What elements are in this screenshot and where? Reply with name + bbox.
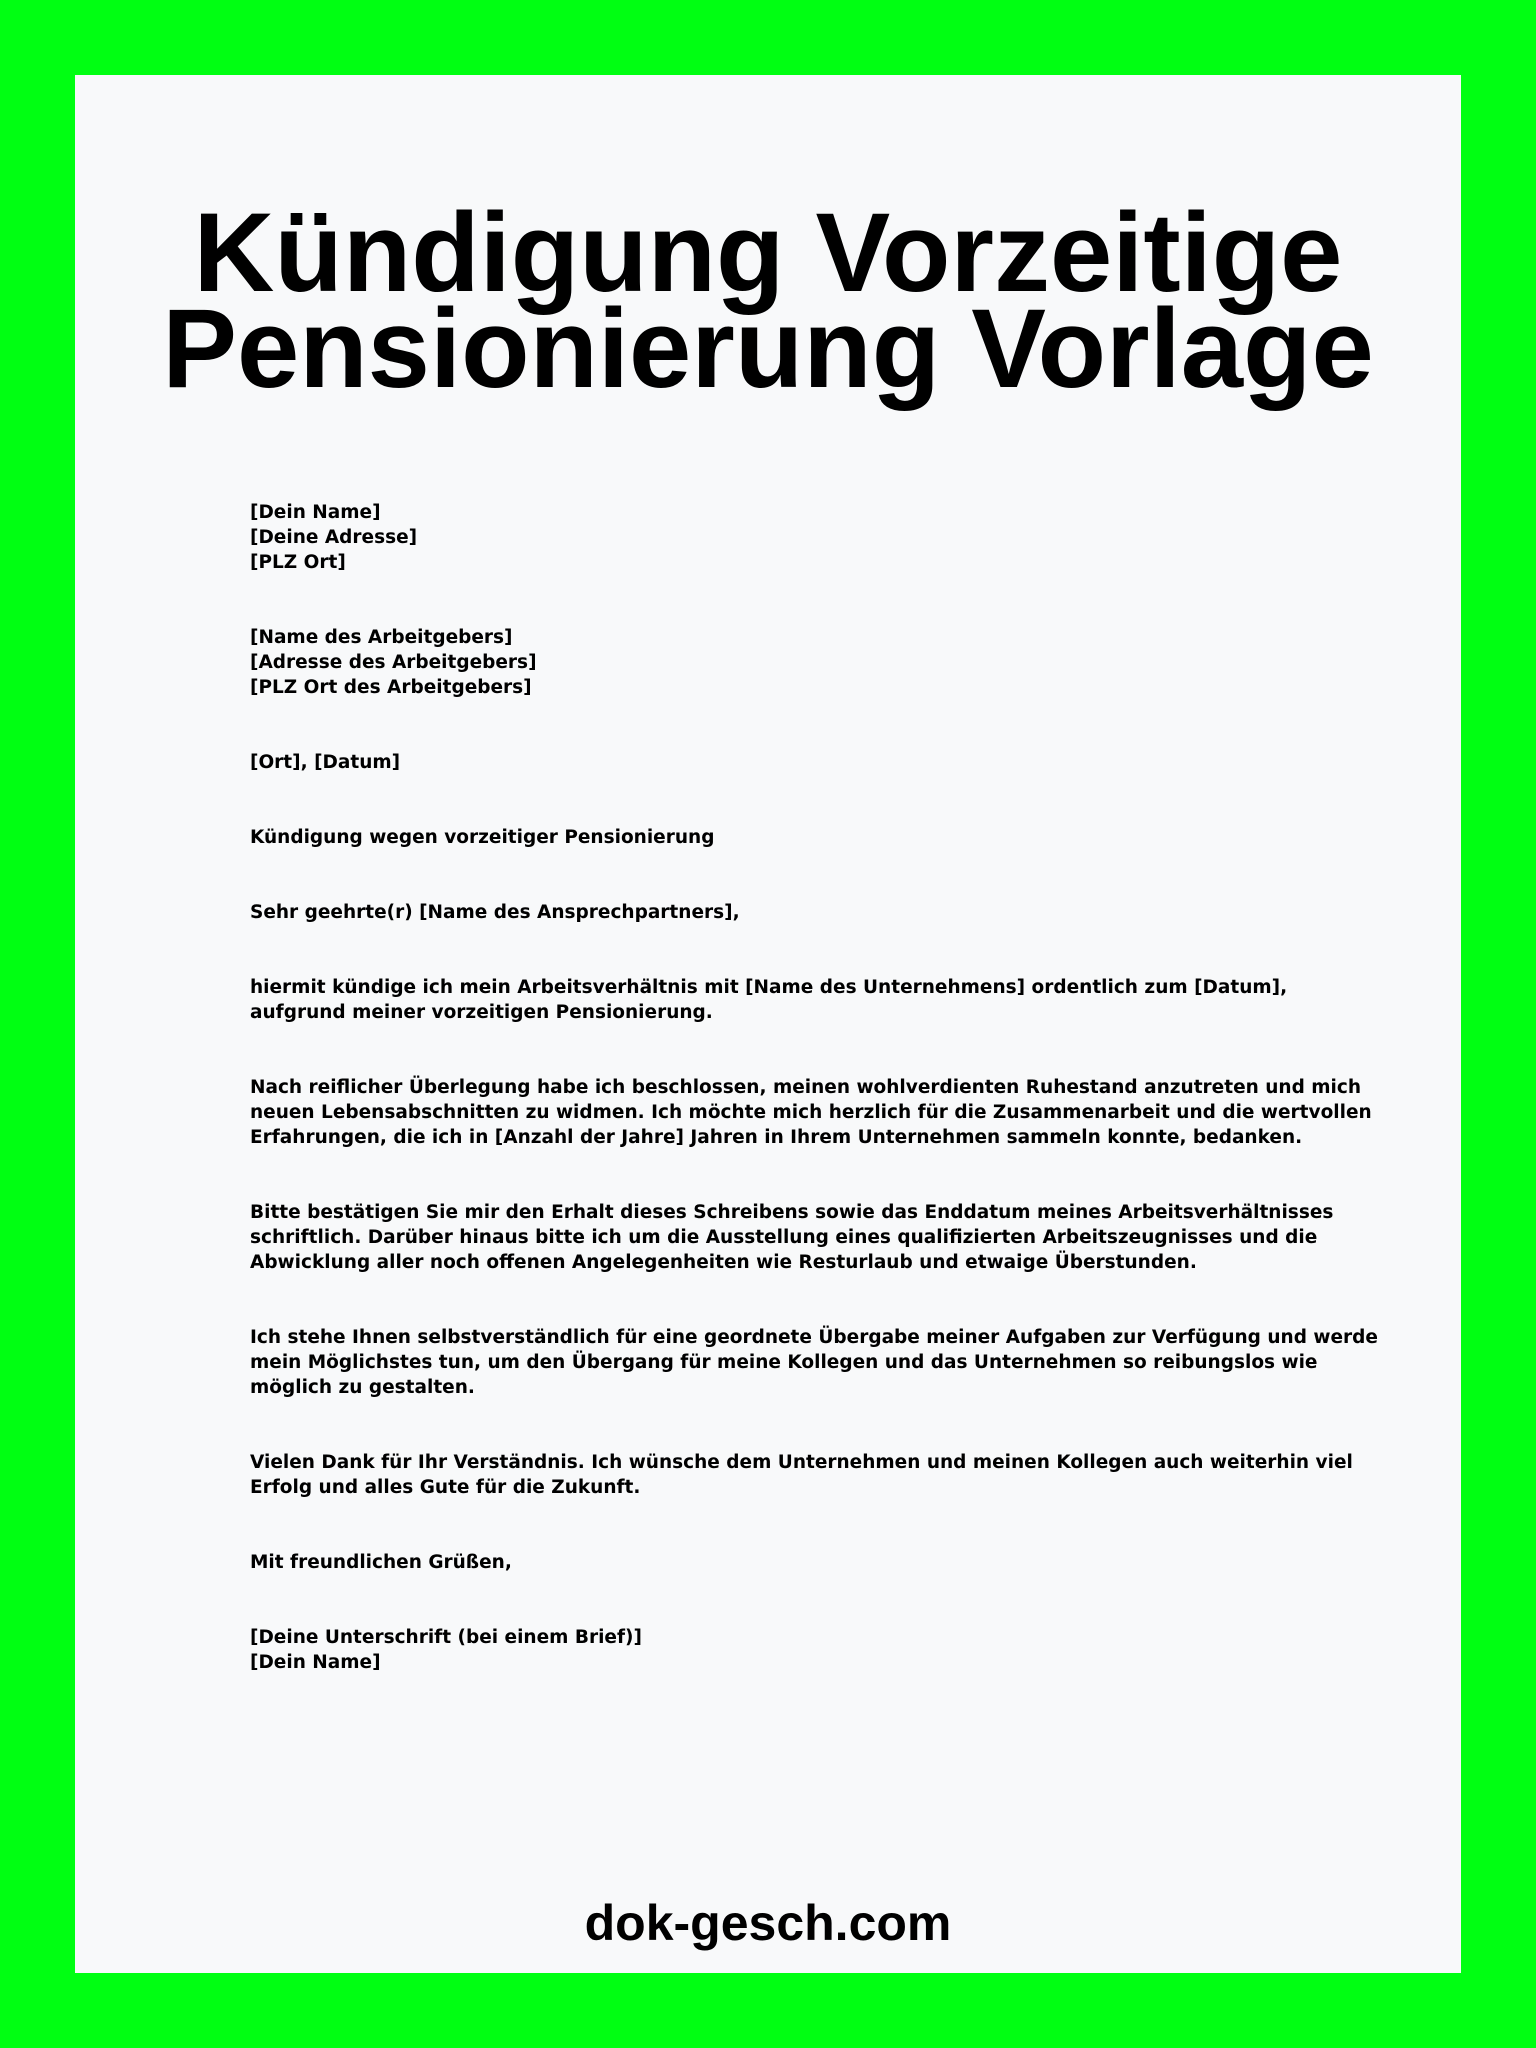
paragraph-3: Bitte bestätigen Sie mir den Erhalt dieses Schreibens sowie das Enddatum meines Arbeitsverhältnisses schriftlich. Darüber hinaus bitte ich um die Ausstellung eines qualifizierten Arbeitszeugnisses und die Abwicklung aller noch offenen Angelegenheiten wie Resturlaub und etwaige Überstunden.: [250, 1202, 1334, 1273]
signature-name: [Dein Name]: [250, 1652, 381, 1673]
signature-block: [250, 1625, 1360, 1675]
paragraph-1: hiermit kündige ich mein Arbeitsverhältnis mit [Name des Unternehmens] ordentlich zum [Datum], aufgrund meiner vorzeitigen Pensionierung.: [250, 977, 1288, 1023]
document-page: [75, 75, 1461, 1973]
closing: Mit freundlichen Grüßen,: [250, 1552, 512, 1573]
paragraph-2: Nach reiflicher Überlegung habe ich beschlossen, meinen wohlverdienten Ruhestand anzutreten und mich neuen Lebensabschnitten zu widmen. Ich möchte mich herzlich für die Zusammenarbeit und die wertvollen Erfahrungen, die ich in [Anzahl der Jahre] Jahren in Ihrem Unternehmen sammeln konnte, bedanken.: [250, 1077, 1372, 1148]
letter-body: [250, 500, 1378, 1725]
subject-line: Kündigung wegen vorzeitiger Pensionierung: [250, 827, 715, 848]
paragraph-5: Vielen Dank für Ihr Verständnis. Ich wünsche dem Unternehmen und meinen Kollegen auch weiterhin viel Erfolg und alles Gute für die Zukunft.: [250, 1452, 1353, 1498]
salutation: Sehr geehrte(r) [Name des Ansprechpartners],: [250, 902, 740, 923]
recipient-address: [250, 625, 1360, 700]
signature-line: [Deine Unterschrift (bei einem Brief)]: [250, 1627, 642, 1648]
recipient-name: [Name des Arbeitgebers]: [250, 627, 513, 648]
document-title: Kündigung Vorzeitige Pensionierung Vorlage: [162, 190, 1374, 411]
sender-street: [Deine Adresse]: [250, 527, 418, 548]
footer-site: dok-gesch.com: [584, 1895, 952, 1951]
sender-address: [250, 500, 1360, 575]
recipient-city: [PLZ Ort des Arbeitgebers]: [250, 677, 532, 698]
sender-city: [PLZ Ort]: [250, 552, 346, 573]
paragraph-4: Ich stehe Ihnen selbstverständlich für eine geordnete Übergabe meiner Aufgaben zur Verfügung und werde mein Möglichstes tun, um den Übergang für meine Kollegen und das Unternehmen so reibungslos wie möglich zu gestalten.: [250, 1327, 1378, 1398]
place-date: [Ort], [Datum]: [250, 752, 401, 773]
recipient-street: [Adresse des Arbeitgebers]: [250, 652, 537, 673]
sender-name: [Dein Name]: [250, 502, 381, 523]
